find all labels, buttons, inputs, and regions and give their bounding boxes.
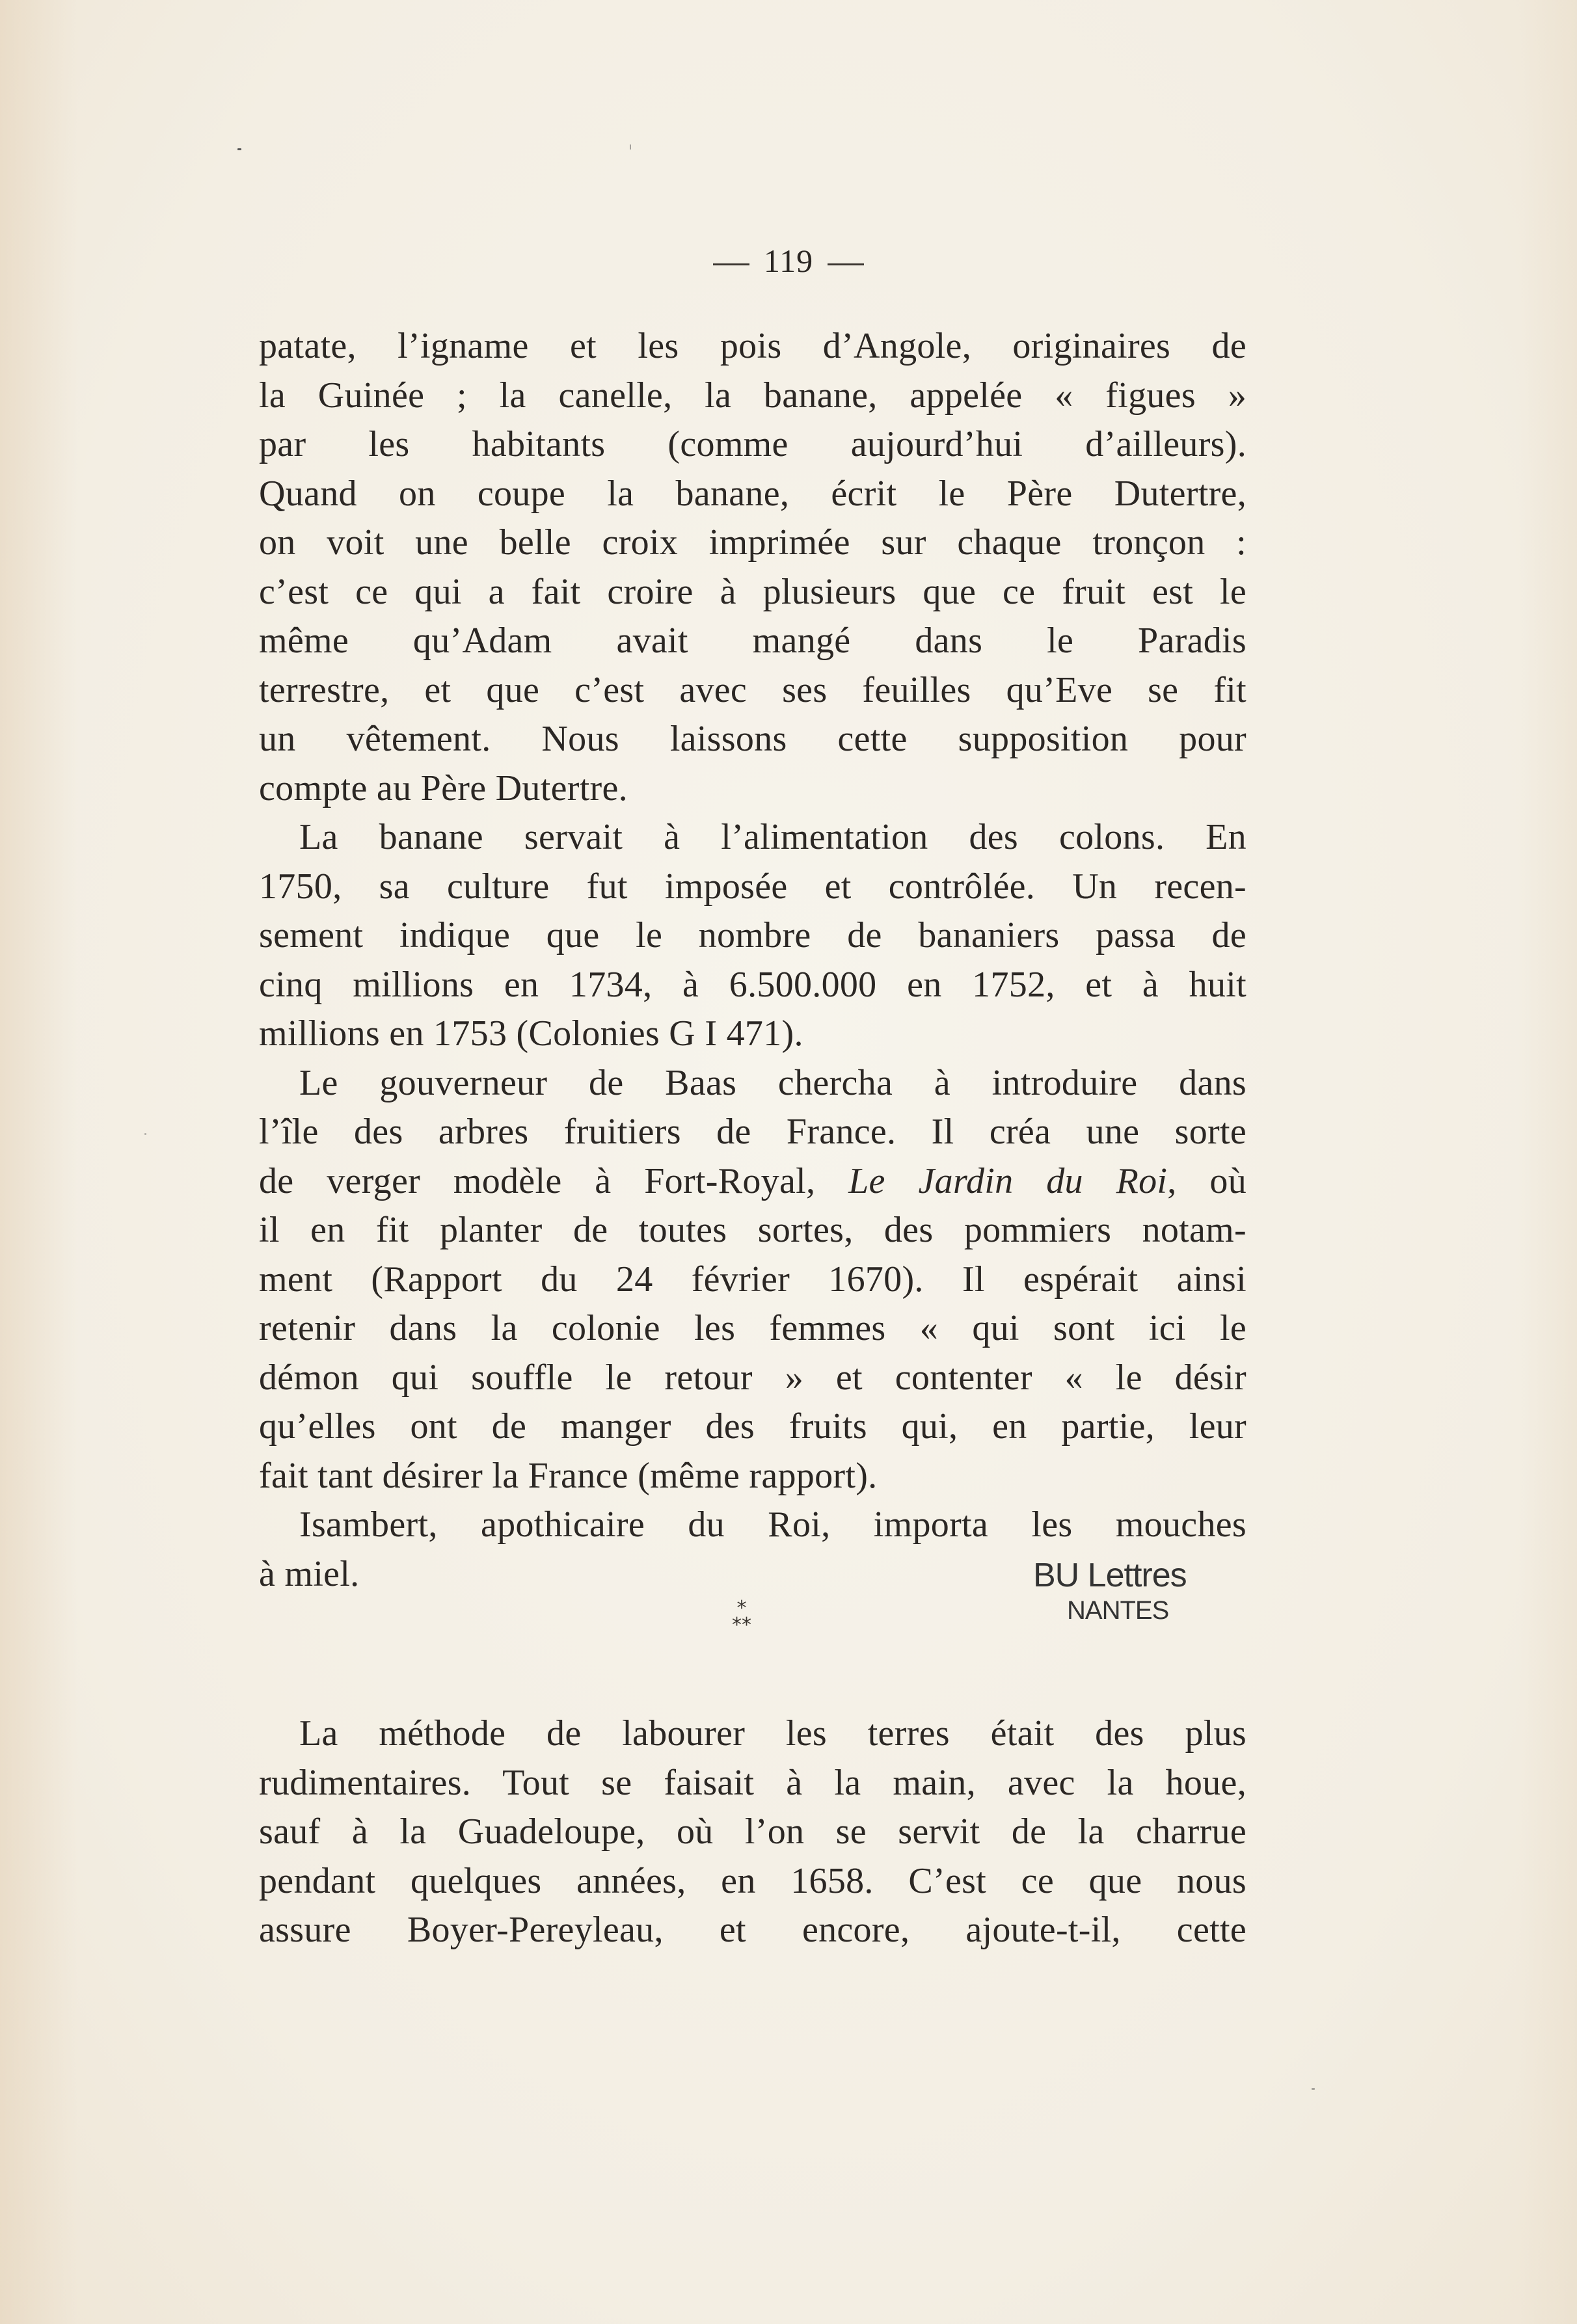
text-line: cinq millions en 1734, à 6.500.000 en 1752, et à huit (259, 964, 1247, 1005)
text-line: un vêtement. Nous laissons cette supposition pour (259, 719, 1247, 759)
text-line: il en fit planter de toutes sortes, des pommiers notam- (259, 1210, 1247, 1250)
text-line: Isambert, apothicaire du Roi, importa les mouches (299, 1504, 1247, 1545)
text-line: terrestre, et que c’est avec ses feuilles qu’Eve se fit (259, 669, 1247, 710)
library-stamp (1033, 1556, 1187, 1626)
text-line: l’île des arbres fruitiers de France. Il créa une sorte (259, 1112, 1247, 1152)
text-line: sement indique que le nombre de bananiers passa de (259, 915, 1247, 955)
italic-title-le-jardin-du-roi: Le Jardin du Roi (848, 1160, 1168, 1201)
page-number-value: 119 (763, 243, 814, 279)
text-line: c’est ce qui a fait croire à plusieurs que ce fruit est le (259, 571, 1247, 612)
page-number (0, 242, 1577, 280)
text-line: sauf à la Guadeloupe, où l’on se servit de la charrue (259, 1811, 1247, 1852)
text-line: compte au Père Dutertre. (259, 768, 628, 808)
text-line: rudimentaires. Tout se faisait à la main, avec la houe, (259, 1762, 1247, 1803)
text-line: assure Boyer-Pereyleau, et encore, ajoute-t-il, cette (259, 1910, 1247, 1950)
text-line: Le gouverneur de Baas chercha à introduire dans (299, 1062, 1247, 1103)
page-number-dash-right (828, 263, 864, 265)
text-line: retenir dans la colonie les femmes « qui sont ici le (259, 1308, 1247, 1348)
text-line: millions en 1753 (Colonies G I 471). (259, 1013, 803, 1054)
text-segment: , où (1167, 1160, 1247, 1201)
paper-speck (237, 148, 241, 150)
text-line: Quand on coupe la banane, écrit le Père Dutertre, (259, 473, 1247, 514)
paragraph (259, 1059, 1247, 1501)
paragraph (259, 1709, 1247, 1955)
asterism-bottom: ** (732, 1614, 751, 1636)
text-line: même qu’Adam avait mangé dans le Paradis (259, 621, 1247, 661)
paragraph (259, 322, 1247, 813)
text-line: par les habitants (comme aujourd’hui d’ailleurs). (259, 424, 1247, 464)
stamp-line-bu-lettres: BU Lettres (1033, 1556, 1187, 1594)
paper-speck (144, 1133, 146, 1135)
text-line: La méthode de labourer les terres était des plus (299, 1713, 1247, 1754)
text-line: qu’elles ont de manger des fruits qui, en partie, leur (259, 1406, 1247, 1447)
paragraph (259, 813, 1247, 1059)
page-number-dash-left (713, 263, 749, 265)
text-line: à miel. (259, 1553, 360, 1594)
asterism-top: * (736, 1597, 747, 1620)
asterism-separator (719, 1597, 764, 1636)
body-text-bottom (259, 1709, 1247, 1955)
text-segment: de verger modèle à Fort-Royal, (259, 1160, 849, 1201)
text-line: 1750, sa culture fut imposée et contrôlée. Un recen- (259, 866, 1247, 907)
text-line: démon qui souffle le retour » et contenter « le désir (259, 1357, 1247, 1398)
body-text-top (259, 322, 1247, 1599)
text-line: ment (Rapport du 24 février 1670). Il espérait ainsi (259, 1259, 1247, 1300)
text-line: fait tant désirer la France (même rapport). (259, 1455, 878, 1496)
text-line: on voit une belle croix imprimée sur chaque tronçon : (259, 522, 1247, 563)
text-line-with-italic (259, 1157, 1247, 1207)
text-line: La banane servait à l’alimentation des colons. En (299, 817, 1247, 857)
paper-speck (1312, 2088, 1315, 2090)
stamp-line-nantes: NANTES (1067, 1596, 1169, 1625)
text-line: patate, l’igname et les pois d’Angole, originaires de (259, 326, 1247, 366)
paper-speck (630, 144, 631, 150)
text-line: la Guinée ; la canelle, la banane, appelée « figues » (259, 375, 1247, 416)
text-line: pendant quelques années, en 1658. C’est ce que nous (259, 1860, 1247, 1901)
